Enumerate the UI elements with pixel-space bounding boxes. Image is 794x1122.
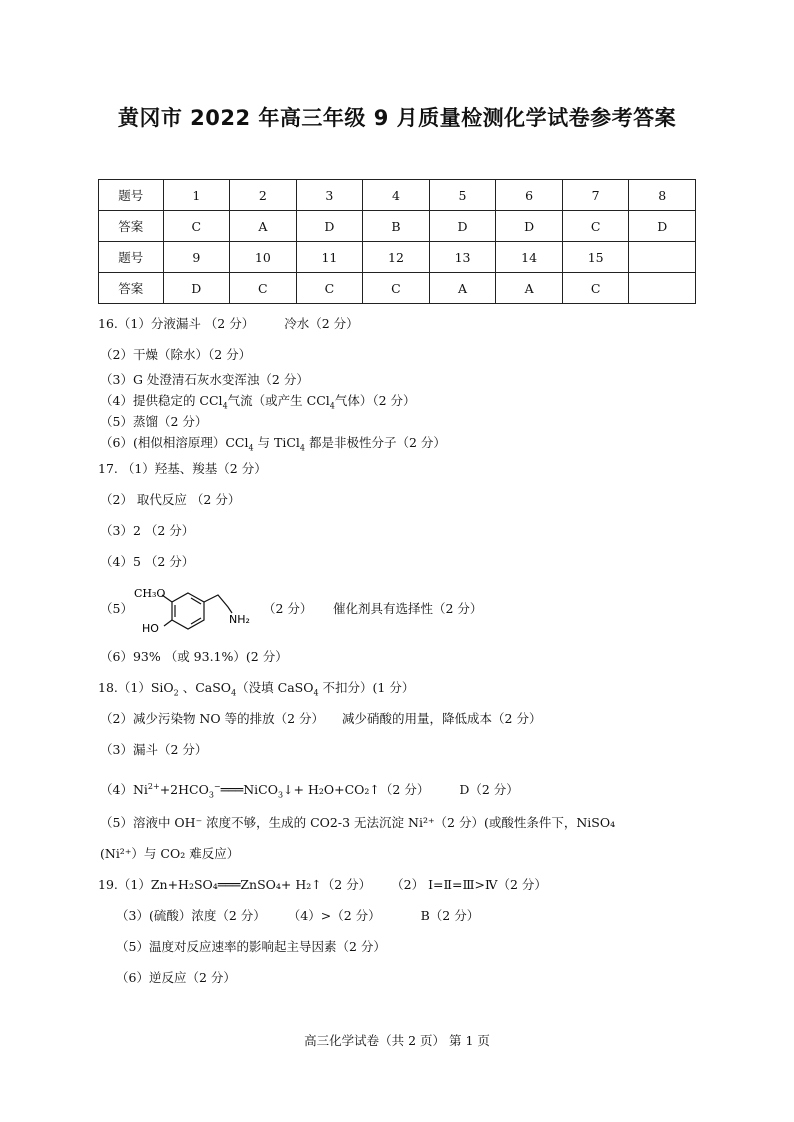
q18-line-1 bbox=[98, 680, 414, 702]
subscript: 4 bbox=[329, 401, 335, 411]
table-cell: 10 bbox=[230, 242, 297, 273]
page-title: 黄冈市 2022 年高三年级 9 月质量检测化学试卷参考答案 bbox=[117, 106, 677, 130]
nh2-group-label: NH₂ bbox=[229, 613, 250, 626]
q16-6-text: （6）(相似相溶原理）CCl bbox=[100, 435, 249, 450]
q17-5-answer-b: 催化剂具有选择性（2 分） bbox=[333, 601, 483, 616]
table-cell: 13 bbox=[429, 242, 496, 273]
q16-line-2: （2）干燥（除水）（2 分） bbox=[100, 347, 252, 362]
q19-4-answer-b: B（2 分） bbox=[420, 908, 480, 923]
table-cell: C bbox=[562, 211, 629, 242]
table-cell: 7 bbox=[562, 180, 629, 211]
q19-1-answer: 19.（1）Zn+H₂SO₄═══ZnSO₄+ H₂↑（2 分） bbox=[98, 877, 372, 892]
q18-4-text-mid: +2HCO bbox=[159, 782, 209, 798]
ho-group-label: HO bbox=[142, 622, 159, 635]
q19-2-answer: （2） Ⅰ=Ⅱ=Ⅲ>Ⅳ（2 分） bbox=[391, 877, 547, 892]
q16-4-text-post: 气体）（2 分） bbox=[334, 393, 416, 408]
q17-5-score: （2 分） bbox=[263, 601, 313, 616]
q16-line-5: （5）蒸馏（2 分） bbox=[100, 414, 208, 429]
q17-line-2: （2） 取代反应 （2 分） bbox=[100, 492, 241, 507]
q18-line-4 bbox=[100, 779, 519, 804]
q18-4-text-post: ↓+ H₂O+CO₂↑（2 分） bbox=[283, 782, 430, 798]
table-cell: D bbox=[429, 211, 496, 242]
q16-line-4 bbox=[100, 393, 416, 415]
q18-2-answer-b: 减少硝酸的用量，降低成本（2 分） bbox=[342, 711, 542, 726]
table-cell: A bbox=[230, 211, 297, 242]
table-cell: 15 bbox=[562, 242, 629, 273]
table-cell: 5 bbox=[429, 180, 496, 211]
q18-line-3: （3）漏斗（2 分） bbox=[100, 742, 208, 757]
table-cell: C bbox=[296, 273, 363, 304]
page-footer: 高三化学试卷（共 2 页） 第 1 页 bbox=[304, 1033, 490, 1048]
row-header-cell: 题号 bbox=[99, 242, 164, 273]
q16-6-text-post: 都是非极性分子（2 分） bbox=[305, 435, 446, 450]
q16-line-1 bbox=[98, 316, 359, 332]
superscript: 2+ bbox=[147, 782, 160, 791]
table-cell: 9 bbox=[163, 242, 230, 273]
table-cell: C bbox=[363, 273, 430, 304]
table-cell: A bbox=[429, 273, 496, 304]
table-row bbox=[99, 273, 696, 304]
q18-1-text-mid2: （没填 CaSO bbox=[236, 680, 314, 695]
q16-1-answer-b: 冷水（2 分） bbox=[284, 316, 359, 331]
q17-line-4: （4）5 （2 分） bbox=[100, 554, 195, 569]
table-cell: 3 bbox=[296, 180, 363, 211]
q16-4-text-mid: 气流（或产生 CCl bbox=[227, 393, 330, 408]
q18-1-text-mid: 、CaSO bbox=[178, 680, 232, 695]
subscript: 3 bbox=[208, 790, 214, 800]
table-cell: 14 bbox=[496, 242, 563, 273]
q16-line-6 bbox=[100, 435, 446, 457]
table-row bbox=[99, 242, 696, 273]
q16-line-3: （3）G 处澄清石灰水变浑浊（2 分） bbox=[100, 372, 309, 387]
q18-4-text: （4）Ni bbox=[100, 782, 148, 798]
table-cell: 12 bbox=[363, 242, 430, 273]
table-cell: 2 bbox=[230, 180, 297, 211]
table-cell: D bbox=[496, 211, 563, 242]
q18-line-5b: (Ni²⁺）与 CO₂ 难反应） bbox=[100, 846, 240, 861]
table-cell bbox=[629, 242, 696, 273]
table-cell: A bbox=[496, 273, 563, 304]
table-cell: C bbox=[230, 273, 297, 304]
q17-line-1: 17. （1）羟基、羧基（2 分） bbox=[98, 461, 267, 476]
row-header-cell: 答案 bbox=[99, 273, 164, 304]
q17-line-3: （3）2 （2 分） bbox=[100, 523, 195, 538]
q18-line-2 bbox=[100, 711, 541, 727]
table-cell: D bbox=[629, 211, 696, 242]
table-cell bbox=[629, 273, 696, 304]
table-cell: D bbox=[296, 211, 363, 242]
table-cell: 8 bbox=[629, 180, 696, 211]
table-cell: C bbox=[562, 273, 629, 304]
q18-line-5: （5）溶液中 OH⁻ 浓度不够，生成的 CO2-3 无法沉淀 Ni²⁺（2 分）(或酸性条件下，NiSO₄ bbox=[100, 815, 616, 830]
q16-4-text: （4）提供稳定的 CCl bbox=[100, 393, 223, 408]
row-header-cell: 答案 bbox=[99, 211, 164, 242]
q19-4-answer-a: （4）>（2 分） bbox=[287, 908, 381, 923]
q19-line-1 bbox=[98, 877, 547, 893]
q16-1-answer-a: 16.（1）分液漏斗 （2 分） bbox=[98, 316, 255, 331]
subscript: 4 bbox=[231, 688, 237, 698]
benzene-ring bbox=[162, 593, 232, 629]
subscript: 2 bbox=[173, 688, 179, 698]
table-cell: 4 bbox=[363, 180, 430, 211]
q16-6-text-mid: 与 TiCl bbox=[253, 435, 300, 450]
q17-5-label: （5） bbox=[100, 601, 133, 616]
q19-line-4: （6）逆反应（2 分） bbox=[116, 970, 236, 985]
table-cell: B bbox=[363, 211, 430, 242]
table-cell: D bbox=[163, 273, 230, 304]
q17-line-6: （6）93% （或 93.1%）(2 分） bbox=[100, 649, 288, 664]
table-cell: 1 bbox=[163, 180, 230, 211]
q18-4-answer-b: D（2 分） bbox=[459, 782, 519, 798]
subscript: 4 bbox=[313, 688, 319, 698]
table-cell: C bbox=[163, 211, 230, 242]
subscript: 3 bbox=[277, 790, 284, 800]
superscript: − bbox=[213, 782, 221, 791]
table-cell: 6 bbox=[496, 180, 563, 211]
table-row bbox=[99, 180, 696, 211]
row-header-cell: 题号 bbox=[99, 180, 164, 211]
q18-1-text-post: 不扣分）(1 分） bbox=[318, 680, 415, 695]
ch3o-group-label: CH₃O bbox=[134, 587, 166, 600]
q18-2-answer-a: （2）减少污染物 NO 等的排放（2 分） bbox=[100, 711, 325, 726]
table-row bbox=[99, 211, 696, 242]
q18-1-text: 18.（1）SiO bbox=[98, 680, 174, 695]
table-cell: 11 bbox=[296, 242, 363, 273]
subscript: 4 bbox=[299, 443, 306, 453]
q19-3-answer: （3）(硫酸）浓度（2 分） bbox=[116, 908, 266, 923]
q19-line-3: （5）温度对反应速率的影响起主导因素（2 分） bbox=[116, 939, 386, 954]
subscript: 4 bbox=[222, 401, 228, 411]
answer-table bbox=[98, 179, 696, 304]
structure-formula-image bbox=[132, 585, 257, 643]
q18-4-text-eq: ═══NiCO bbox=[220, 782, 278, 798]
q19-line-2 bbox=[116, 908, 479, 924]
subscript: 4 bbox=[248, 443, 254, 453]
